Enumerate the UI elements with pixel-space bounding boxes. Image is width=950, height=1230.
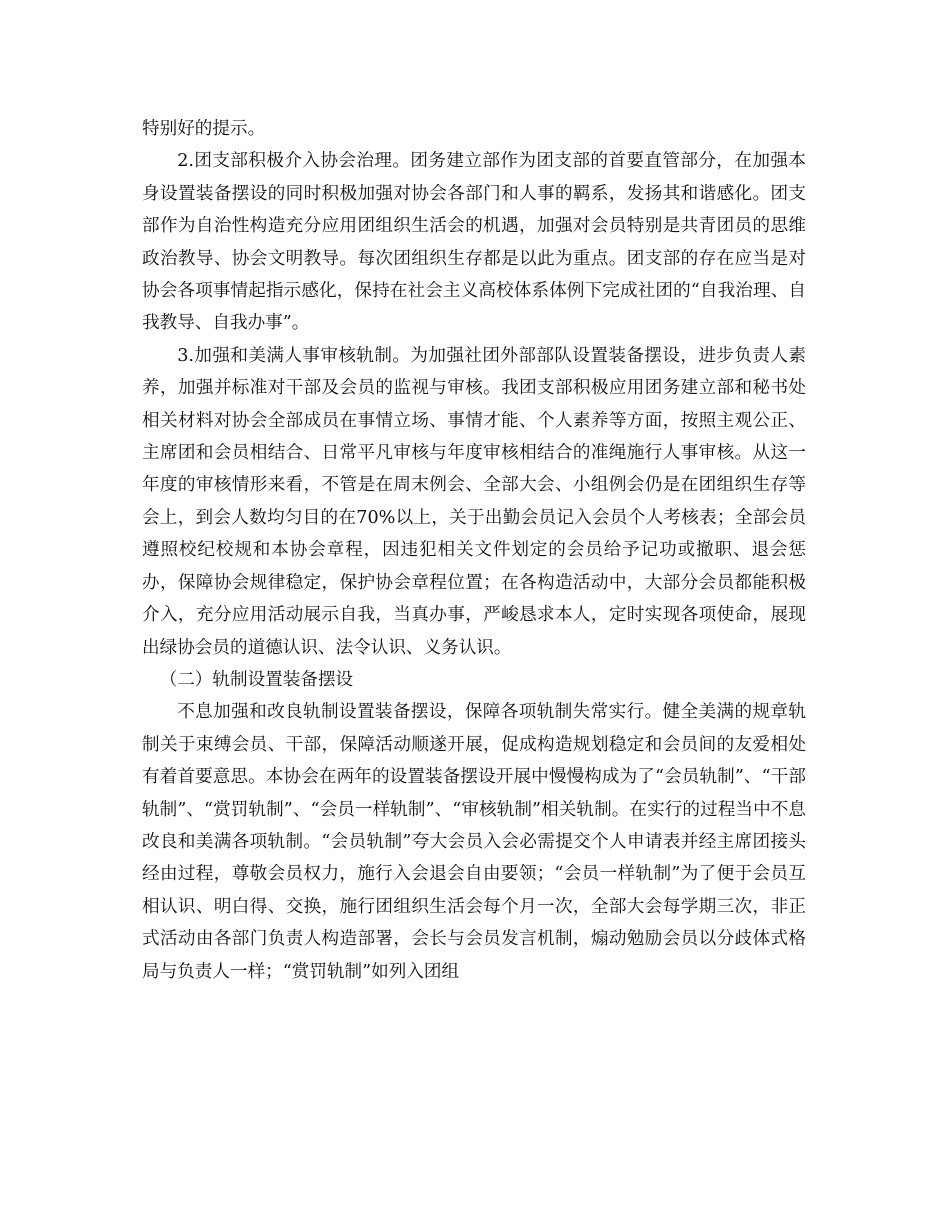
paragraph-item-2: 2.团支部积极介入协会治理。团务建立部作为团支部的首要直管部分，在加强本身设置装备摆设的同时积极加强对协会各部门和人事的羁系，发扬其和谐感化。团支部作为自治性构造充分应用团组织生活会的机遇，加强对会员特别是共青团员的思维政治教导、协会文明教导。每次团组织生存都是以此为重点。团支部的存在应当是对协会各项事情起指示感化，保持在社会主义高校体系体例下完成社团的“自我治理、自我教导、自我办事”。	[142, 151, 806, 334]
section-heading: （二）轨制设置装备摆设	[159, 669, 354, 690]
document-page	[142, 113, 806, 988]
paragraph-continuation: 特别好的提示。	[142, 119, 266, 139]
paragraph-body: 不息加强和改良轨制设置装备摆设，保障各项轨制失常实行。健全美满的规章轨制关于束缚会员、干部，保障活动顺遂开展，促成构造规划稳定和会员间的友爱相处有着首要意思。本协会在两年的设置装备摆设开展中慢慢构成为了“会员轨制”、“干部轨制”、“赏罚轨制”、“会员一样轨制”、“审核轨制”相关轨制。在实行的过程当中不息改良和美满各项轨制。“会员轨制”夸大会员入会必需提交个人申请表并经主席团接头经由过程，尊敬会员权力，施行入会退会自由要领；“会员一样轨制”为了便于会员互相认识、明白得、交换，施行团组织生活会每个月一次，全部大会每学期三次，非正式活动由各部门负责人构造部署，会长与会员发言机制，煽动勉励会员以分歧体式格局与负责人一样；“赏罚轨制”如列入团组	[142, 702, 806, 982]
paragraph-item-3: 3.加强和美满人事审核轨制。为加强社团外部部队设置装备摆设，进步负责人素养，加强并标准对干部及会员的监视与审核。我团支部积极应用团务建立部和秘书处相关材料对协会全部成员在事情立场、事情才能、个人素养等方面，按照主观公正、主席团和会员相结合、日常平凡审核与年度审核相结合的准绳施行人事审核。从这一年度的审核情形来看，不管是在周末例会、全部大会、小组例会仍是在团组织生存等会上，到会人数均匀目的在70%以上，关于出勤会员记入会员个人考核表；全部会员遵照校纪校规和本协会章程，因违犯相关文件划定的会员给予记功或撤职、退会惩办，保障协会规律稳定，保护协会章程位置；在各构造活动中，大部分会员都能积极介入，充分应用活动展示自我，当真办事，严峻恳求本人，定时实现各项使命，展现出绿协会员的道德认识、法令认识、义务认识。	[142, 345, 806, 658]
